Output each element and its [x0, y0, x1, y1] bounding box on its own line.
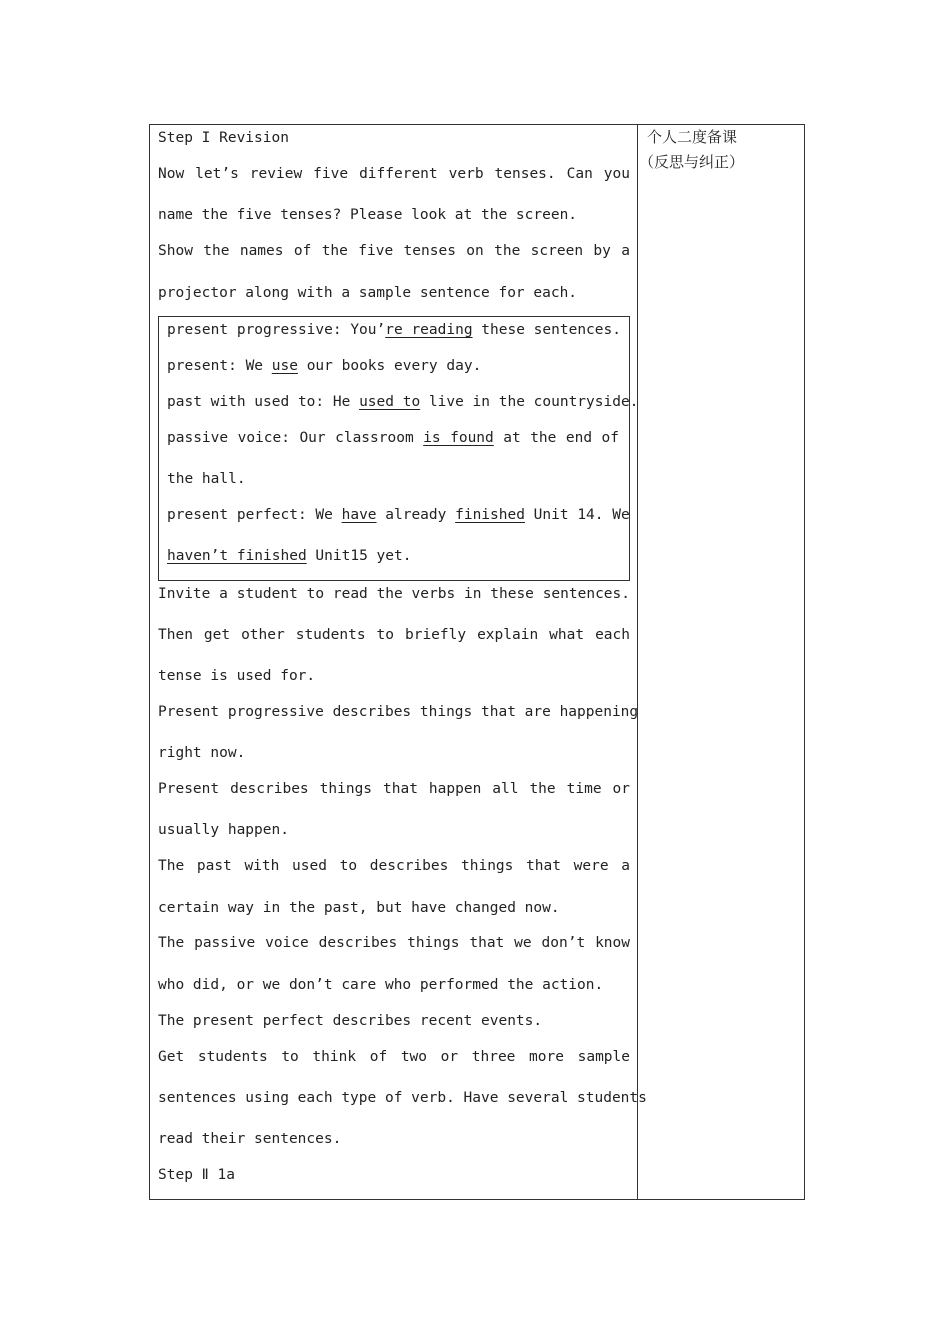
intro-line-2: name the five tenses? Please look at the screen.	[158, 207, 578, 223]
sentence-text: past with used to: He	[167, 394, 360, 410]
present-line-2: usually happen.	[158, 822, 289, 838]
sentence-text: present: We	[167, 358, 272, 374]
sentence-passive-voice-cont: the hall.	[167, 471, 246, 487]
passive-voice-line-1: The passive voice describes things that we don’t know	[158, 935, 630, 951]
sentence-text: at the end of	[493, 430, 619, 446]
sentence-present-perfect	[167, 505, 630, 525]
invite-line-2: Then get other students to briefly explain what each	[158, 627, 630, 643]
show-line-2: projector along with a sample sentence for each.	[158, 285, 578, 301]
sentence-passive-voice	[167, 428, 619, 448]
show-line-1: Show the names of the five tenses on the screen by a	[158, 243, 630, 259]
sentence-text: live in the countryside.	[420, 394, 639, 410]
get-students-line-1: Get students to think of two or three more sample	[158, 1049, 630, 1065]
verb-underlined: use	[271, 358, 298, 374]
verb-underlined: is found	[423, 430, 494, 446]
sentence-past-used-to	[167, 392, 639, 412]
sentence-text: our books every day.	[297, 358, 482, 374]
sentence-present	[167, 356, 619, 376]
past-used-to-line-1: The past with used to describes things that were a	[158, 858, 630, 874]
present-line-1: Present describes things that happen all the time or	[158, 781, 630, 797]
step1-heading: Step I Revision	[158, 130, 289, 146]
sentence-text: present perfect: We	[167, 507, 342, 523]
get-students-line-2: sentences using each type of verb. Have several students	[158, 1090, 647, 1106]
sentence-text: passive voice: Our classroom	[167, 430, 424, 446]
verb-underlined: have	[341, 507, 377, 523]
intro-line-1: Now let’s review five different verb tenses. Can you	[158, 166, 630, 182]
sentence-text: Unit15 yet.	[306, 548, 412, 564]
sentence-text: already	[376, 507, 456, 523]
sentence-text: these sentences.	[472, 322, 621, 338]
sentence-present-progressive	[167, 320, 619, 340]
verb-underlined: re reading	[385, 322, 473, 338]
notes-column	[638, 125, 804, 1199]
sentence-text: present progressive: You’	[167, 322, 386, 338]
sample-sentences-box	[158, 316, 639, 581]
invite-line-1: Invite a student to read the verbs in these sentences.	[158, 586, 630, 602]
verb-underlined: used to	[359, 394, 421, 410]
present-perfect-line: The present perfect describes recent events.	[158, 1013, 543, 1029]
invite-line-3: tense is used for.	[158, 668, 316, 684]
verb-underlined: finished	[455, 507, 525, 523]
sentence-present-perfect-cont	[167, 546, 619, 566]
present-progressive-line-1: Present progressive describes things that are happening	[158, 704, 639, 720]
lesson-plan-table	[149, 124, 805, 1200]
past-used-to-line-2: certain way in the past, but have changed now.	[158, 900, 560, 916]
verb-underlined: haven’t finished	[167, 548, 307, 564]
get-students-line-3: read their sentences.	[158, 1131, 342, 1147]
lesson-content-column	[150, 125, 647, 1199]
present-progressive-line-2: right now.	[158, 745, 246, 761]
notes-subtitle: （反思与纠正）	[639, 153, 745, 171]
notes-title: 个人二度备课	[647, 128, 738, 146]
step2-heading: Step Ⅱ 1a	[158, 1167, 235, 1183]
sentence-text: Unit 14. We	[524, 507, 630, 523]
passive-voice-line-2: who did, or we don’t care who performed the action.	[158, 977, 604, 993]
